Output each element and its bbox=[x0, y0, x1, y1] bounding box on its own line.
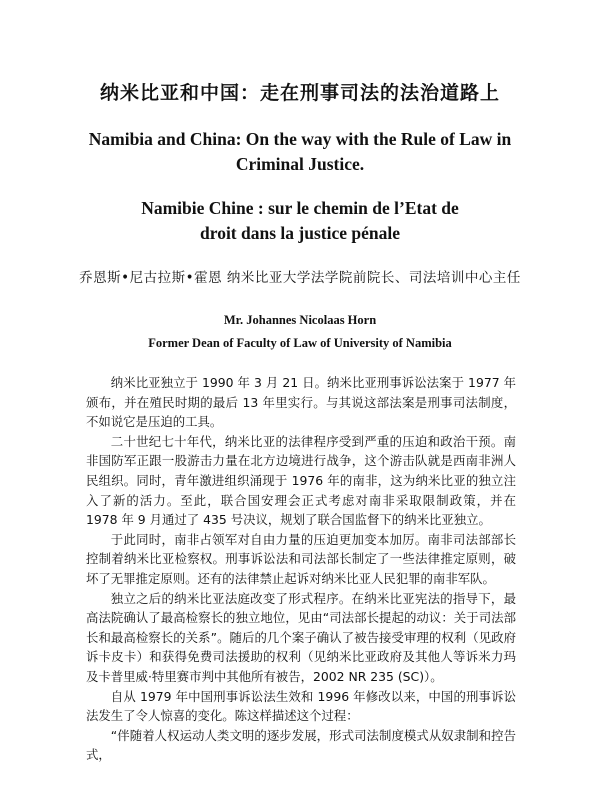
title-chinese: 纳米比亚和中国：走在刑事司法的法治道路上 bbox=[99, 82, 500, 104]
author-english-name: Mr. Johannes Nicolaas Horn bbox=[223, 313, 377, 327]
title-french-line-1: Namibie Chine : sur le chemin de l’Etat de bbox=[141, 198, 459, 218]
paragraph: 二十世纪七十年代，纳米比亚的法律程序受到严重的压迫和政治干预。南非国防军正跟一股游击力量在北方边境进行战争，这个游击队就是西南非洲人民组织。同时，青年激进组织涌现于 1976 年的南非，这为纳米比亚的独立注入了新的活力。至此，联合国安理会正式考虑对南非采取限制政策，并在 1978 年 9 月通过了 435 号决议，规划了联合国监督下的纳米比亚独立。 bbox=[86, 433, 516, 528]
paragraph: 独立之后的纳米比亚法庭改变了形式程序。在纳米比亚宪法的指导下，最高法院确认了最高检察长的独立地位，见由“司法部长提起的动议：关于司法部长和最高检察长的关系”。随后的几个案子确认了被告接受审理的权利（见政府诉卡皮卡）和获得免费司法援助的权利（见纳米比亚政府及其他人等诉米力玛及卡普里威·特里赛市判中其他所有被告，2002 NR 235 (SC)）。 bbox=[86, 590, 516, 684]
author-chinese: 乔恩斯•尼古拉斯•霍恩 纳米比亚大学法学院前院长、司法培训中心主任 bbox=[79, 270, 521, 286]
body-text bbox=[86, 373, 516, 765]
title-french-line-2: droit dans la justice pénale bbox=[200, 223, 400, 243]
paragraph: “伴随着人权运动人类文明的逐步发展，形式司法制度模式从奴隶制和控告式， bbox=[86, 727, 516, 763]
title-english-line-2: Criminal Justice. bbox=[235, 154, 365, 174]
title-french bbox=[0, 196, 600, 246]
paragraph: 于此同时，南非占领军对自由力量的压迫更加变本加厉。南非司法部部长控制着纳米比亚检察权。刑事诉讼法和司法部长制定了一些法律推定原则，破坏了无罪推定原则。还有的法律禁止起诉对纳米比亚人民犯罪的南非军队。 bbox=[86, 531, 516, 586]
paragraph: 自从 1979 年中国刑事诉讼法生效和 1996 年修改以来，中国的刑事诉讼法发生了令人惊喜的变化。陈这样描述这个过程： bbox=[86, 688, 516, 724]
author-english-role: Former Dean of Faculty of Law of University of Namibia bbox=[148, 336, 452, 350]
title-english bbox=[0, 127, 600, 177]
paragraph: 纳米比亚独立于 1990 年 3 月 21 日。纳米比亚刑事诉讼法案于 1977 年颁布，并在殖民时期的最后 13 年里实行。与其说这部法案是刑事司法制度，不如说它是压迫的工具。 bbox=[86, 375, 516, 430]
title-english-line-1: Namibia and China: On the way with the Rule of Law in bbox=[88, 129, 512, 149]
